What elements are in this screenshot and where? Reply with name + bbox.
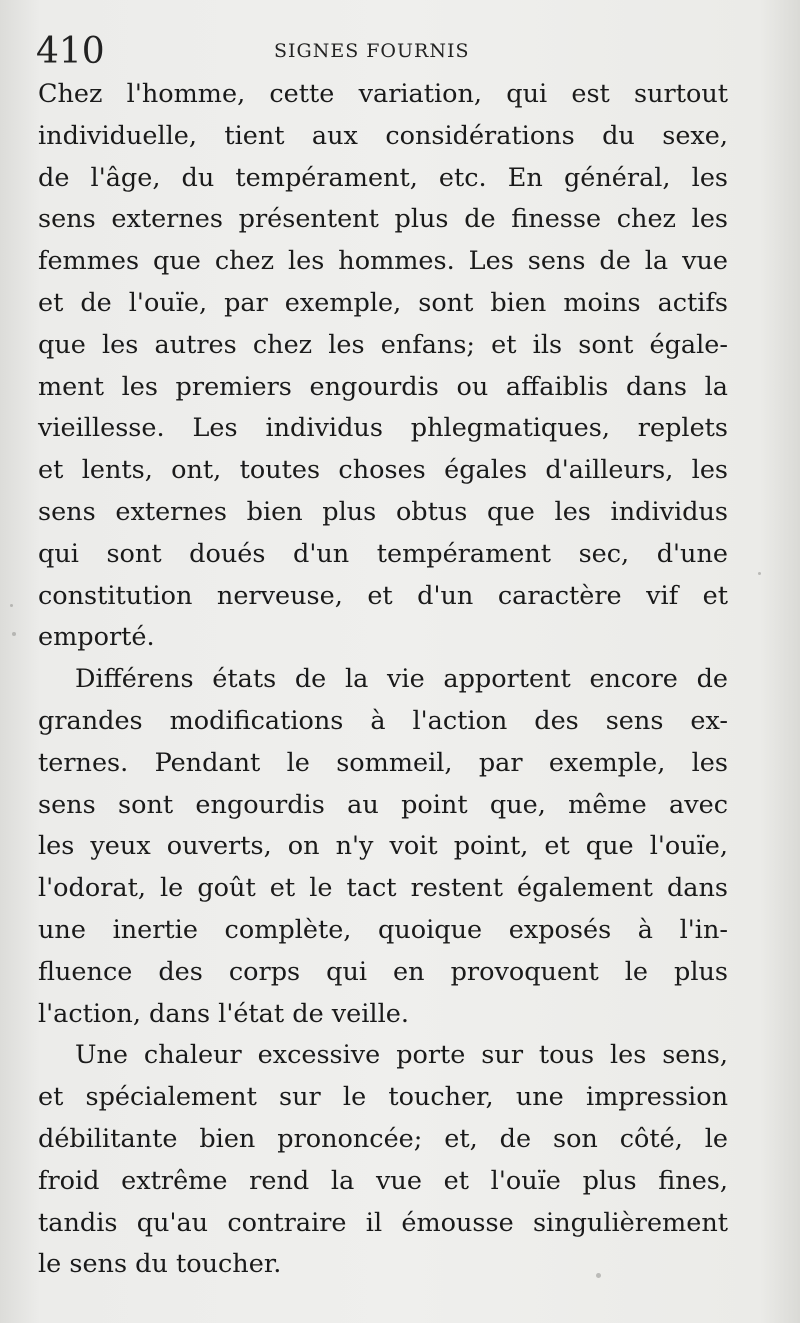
text-line: une inertie complète, quoique exposés à l'in-: [38, 914, 728, 945]
text-line: individuelle, tient aux considérations du sexe,: [38, 120, 728, 151]
text-line: tandis qu'au contraire il émousse singulièrement: [38, 1207, 728, 1238]
paper-speck: [758, 572, 761, 575]
text-line: sens externes bien plus obtus que les individus: [38, 496, 728, 527]
paragraph-2: [38, 659, 728, 1035]
text-line: et spécialement sur le toucher, une impression: [38, 1082, 728, 1113]
text-line: Chez l'homme, cette variation, qui est surtout: [38, 79, 728, 109]
text-line: sens externes présentent plus de finesse chez les: [38, 204, 728, 235]
text-line: qui sont doués d'un tempérament sec, d'une: [38, 538, 728, 569]
text-line: froid extrême rend la vue et l'ouïe plus fines,: [38, 1165, 728, 1196]
text-line: emporté.: [38, 622, 155, 653]
page-number: 410: [36, 31, 105, 72]
text-line: de l'âge, du tempérament, etc. En général, les: [38, 162, 728, 193]
text-line: grandes modifications à l'action des sens ex-: [38, 705, 728, 736]
text-line: vieillesse. Les individus phlegmatiques, replets: [38, 413, 728, 444]
text-line: ternes. Pendant le sommeil, par exemple, les: [38, 747, 728, 778]
text-line: fluence des corps qui en provoquent le plus: [38, 956, 728, 987]
paper-speck: [596, 1273, 601, 1278]
paragraph-3: [38, 1035, 728, 1286]
text-line: l'odorat, le goût et le tact restent également dans: [38, 873, 728, 904]
text-line: Différens états de la vie apportent encore de: [75, 664, 728, 695]
text-line: et de l'ouïe, par exemple, sont bien moins actifs: [38, 287, 728, 318]
text-line: débilitante bien prononcée; et, de son côté, le: [38, 1123, 728, 1154]
paragraph-1: [38, 74, 728, 659]
body-text: [38, 74, 728, 1286]
text-line: femmes que chez les hommes. Les sens de la vue: [38, 246, 728, 277]
text-line: constitution nerveuse, et d'un caractère vif et: [38, 580, 728, 611]
text-line: sens sont engourdis au point que, même avec: [38, 789, 728, 820]
text-line: que les autres chez les enfans; et ils sont égale-: [38, 329, 728, 360]
text-line: le sens du toucher.: [38, 1249, 282, 1280]
running-head: SIGNES FOURNIS: [274, 40, 470, 62]
text-line: l'action, dans l'état de veille.: [38, 998, 409, 1029]
text-line: et lents, ont, toutes choses égales d'ailleurs, les: [38, 455, 728, 486]
text-line: Une chaleur excessive porte sur tous les sens,: [75, 1040, 728, 1071]
text-line: les yeux ouverts, on n'y voit point, et que l'ouïe,: [38, 831, 728, 862]
paper-speck: [10, 604, 13, 607]
text-line: ment les premiers engourdis ou affaiblis dans la: [38, 371, 728, 402]
page-header: [36, 32, 766, 72]
paper-speck: [12, 632, 16, 636]
